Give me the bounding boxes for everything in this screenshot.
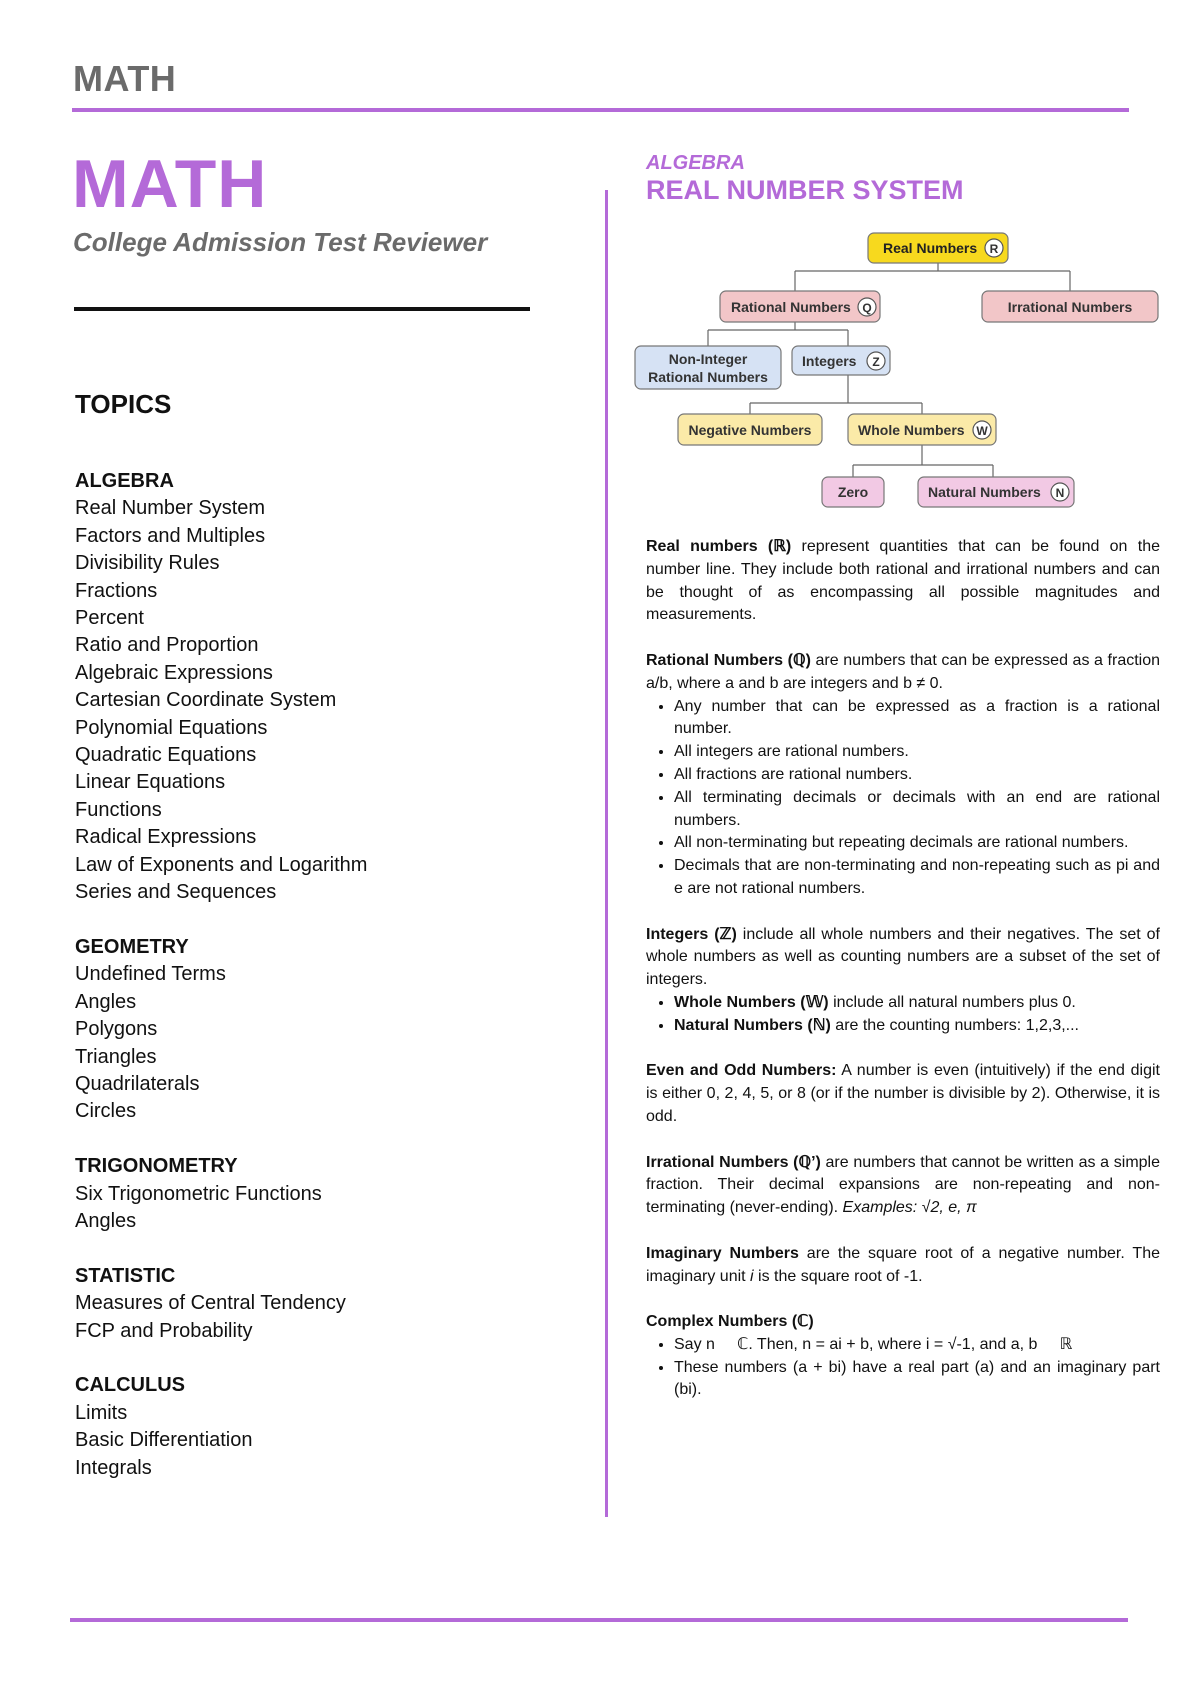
cover-title: MATH (72, 146, 268, 222)
paragraph-rational-numbers (646, 650, 1160, 696)
topic-item: Six Trigonometric Functions (75, 1182, 322, 1205)
topic-item: Angles (75, 990, 137, 1013)
term-even-odd: Even and Odd Numbers: (646, 1062, 837, 1080)
node-zero-label: Zero (837, 484, 869, 500)
topic-section-heading: CALCULUS (75, 1374, 185, 1397)
list-item (674, 992, 1160, 1015)
node-rational-label: Rational Numbers (731, 299, 851, 315)
topic-item: Ratio and Proportion (75, 634, 259, 657)
topics-list (75, 468, 525, 1509)
list-item: • All fractions are rational numbers. (674, 764, 1160, 787)
term-whole-numbers: Whole Numbers (𝕎) (674, 993, 829, 1011)
text-imaginary-2: is the square root of -1. (753, 1267, 923, 1285)
paragraph-imaginary-numbers (646, 1243, 1160, 1289)
imaginary-unit: i (750, 1267, 754, 1285)
topic-section (75, 1263, 525, 1345)
term-integers: Integers (ℤ) (646, 925, 737, 943)
node-real-numbers (868, 233, 1008, 263)
list-item: • Decimals that are non-terminating and non-repeating such as pi and e are not rational numbers. (674, 855, 1160, 901)
topic-item: Functions (75, 798, 162, 821)
title-divider (74, 307, 530, 311)
list-item: • All integers are rational numbers. (674, 741, 1160, 764)
irrational-examples: Examples: √2, e, π (842, 1199, 977, 1217)
topic-item: Algebraic Expressions (75, 661, 273, 684)
term-natural-numbers: Natural Numbers (ℕ) (674, 1016, 831, 1034)
topic-item: Real Number System (75, 497, 266, 520)
topic-item: Circles (75, 1100, 137, 1123)
node-rational-symbol: Q (862, 301, 872, 315)
text-imaginary-1: are the square root of a negative number. The imaginary unit (646, 1244, 1160, 1285)
topic-section-heading: GEOMETRY (75, 935, 189, 958)
text-whole-numbers: include all natural numbers plus 0. (828, 993, 1076, 1011)
text-even-odd: A number is even (intuitively) if the end digit is either 0, 2, 4, 5, or 8 (or if the number is divisible by 2). Otherwise, it is odd. (646, 1062, 1160, 1125)
text-natural-numbers: are the counting numbers: 1,2,3,... (830, 1016, 1079, 1034)
node-whole-label: Whole Numbers (858, 422, 965, 438)
topic-item: Integrals (75, 1456, 152, 1479)
topic-item: Percent (75, 607, 144, 630)
topic-section-heading: STATISTIC (75, 1264, 176, 1287)
topic-item: Law of Exponents and Logarithm (75, 853, 368, 876)
topic-item: Angles (75, 1209, 137, 1232)
topic-item: Fractions (75, 579, 158, 602)
text-rational-numbers: are numbers that can be expressed as a fraction a/b, where a and b are integers and b ≠ 0. (646, 651, 1161, 692)
list-item: • Any number that can be expressed as a fraction is a rational number. (674, 696, 1160, 742)
topic-item: Limits (75, 1401, 128, 1424)
column-divider (605, 190, 608, 1517)
cover-subtitle: College Admission Test Reviewer (73, 227, 488, 257)
paragraph-even-odd (646, 1060, 1160, 1128)
complex-bullets (646, 1334, 1160, 1402)
topic-section (75, 934, 525, 1126)
topic-section (75, 1372, 525, 1482)
node-natural-numbers (918, 477, 1074, 507)
topic-item: Polygons (75, 1018, 158, 1041)
paragraph-integers (646, 924, 1160, 992)
node-integers-symbol: Z (872, 355, 880, 369)
term-rational-numbers: Rational Numbers (ℚ) (646, 651, 811, 669)
term-real-numbers: Real numbers (ℝ) (646, 538, 792, 555)
real-number-tree-diagram (630, 225, 1190, 515)
node-negative-numbers (678, 414, 822, 445)
topic-section-heading: ALGEBRA (75, 470, 174, 492)
rational-bullets (646, 696, 1160, 901)
topic-section-heading: TRIGONOMETRY (75, 1155, 238, 1178)
topic-item: Undefined Terms (75, 963, 226, 986)
topic-item: Triangles (75, 1045, 157, 1068)
text-irrational-numbers: are numbers that cannot be written as a simple fraction. Their decimal expansions are non-repeating and non-terminating (never-ending). (646, 1153, 1160, 1217)
term-irrational-numbers: Irrational Numbers (ℚ’) (646, 1153, 821, 1171)
article-title: REAL NUMBER SYSTEM (646, 175, 964, 205)
node-non-integer-rationals (635, 346, 781, 389)
term-imaginary-numbers: Imaginary Numbers (646, 1244, 799, 1262)
topic-item: Divisibility Rules (75, 552, 220, 575)
list-item: • All terminating decimals or decimals with an end are rational numbers. (674, 787, 1160, 833)
node-natural-symbol: N (1055, 486, 1065, 500)
list-item: • These numbers (a + bi) have a real part (a) and an imaginary part (bi). (674, 1357, 1160, 1403)
paragraph-irrational-numbers (646, 1152, 1160, 1220)
node-irrational-label: Irrational Numbers (1007, 299, 1133, 315)
header-divider (72, 108, 1129, 112)
list-item: • All non-terminating but repeating decimals are rational numbers. (674, 832, 1160, 855)
node-whole-symbol: W (976, 424, 988, 438)
topic-section (75, 1153, 525, 1235)
topic-item: Radical Expressions (75, 826, 257, 849)
article-body (646, 536, 1160, 1402)
article-category: ALGEBRA (646, 152, 745, 174)
topic-item: Polynomial Equations (75, 716, 268, 739)
node-real-label: Real Numbers (883, 240, 978, 256)
paragraph-real-numbers (646, 536, 1160, 627)
text-integers: include all whole numbers and their negatives. The set of whole numbers as well as counting numbers are a subset of the set of integers. (646, 925, 1160, 989)
footer-divider (70, 1618, 1128, 1622)
topic-item: Measures of Central Tendency (75, 1292, 346, 1315)
list-item: • Say n ℂ. Then, n = ai + b, where i = √-1, and a, b ℝ (674, 1334, 1160, 1357)
node-noninteger-line2: Rational Numbers (648, 369, 768, 385)
term-complex-numbers: Complex Numbers (ℂ) (646, 1313, 814, 1331)
paragraph-complex-numbers (646, 1311, 1160, 1334)
topic-item: Quadratic Equations (75, 744, 257, 767)
topic-item: Quadrilaterals (75, 1072, 200, 1095)
topic-item: Series and Sequences (75, 881, 277, 904)
topic-item: Cartesian Coordinate System (75, 689, 337, 712)
page-header-title: MATH (73, 58, 177, 99)
topic-item: FCP and Probability (75, 1319, 253, 1342)
node-integers-label: Integers (802, 353, 857, 369)
node-integers (792, 346, 890, 375)
topic-item: Linear Equations (75, 771, 226, 794)
node-whole-numbers (848, 414, 996, 445)
node-rational-numbers (720, 291, 880, 322)
node-irrational-numbers (982, 291, 1158, 322)
text-real-numbers: represent quantities that can be found on the number line. They include both rational and irrational numbers and can be thought of as encompassing all possible magnitudes and measurements. (646, 538, 1160, 624)
list-item (674, 1015, 1160, 1038)
node-noninteger-line1: Non-Integer (668, 351, 748, 367)
node-negative-label: Negative Numbers (688, 422, 812, 438)
topic-section (75, 468, 525, 907)
topic-item: Factors and Multiples (75, 524, 266, 547)
node-natural-label: Natural Numbers (928, 484, 1041, 500)
topics-heading: TOPICS (75, 389, 172, 419)
integer-bullets (646, 992, 1160, 1038)
node-real-symbol: R (989, 242, 999, 256)
node-zero (822, 477, 884, 507)
topic-item: Basic Differentiation (75, 1429, 253, 1452)
